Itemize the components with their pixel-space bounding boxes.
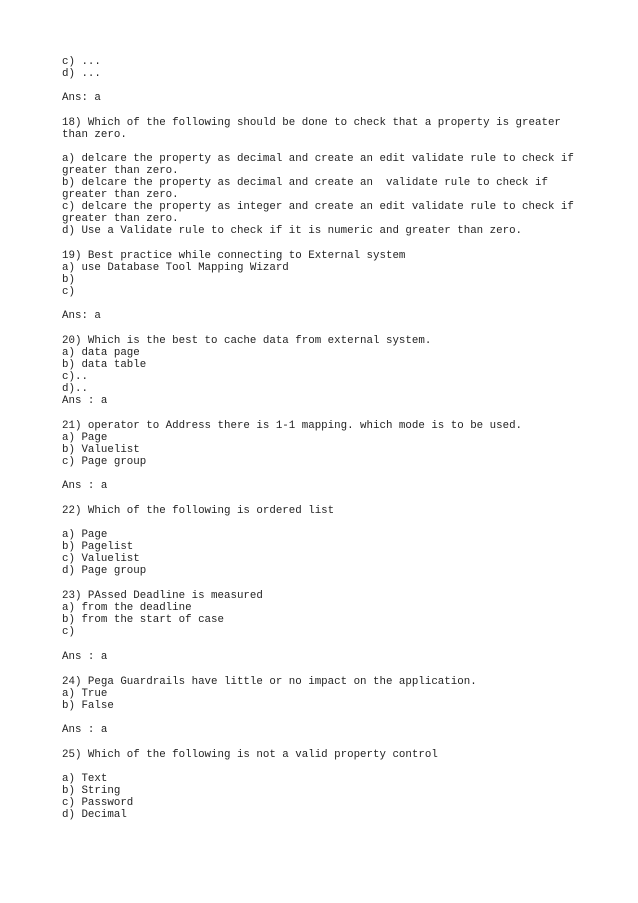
text-line: c) ... bbox=[62, 56, 101, 68]
text-line: than zero. bbox=[62, 129, 127, 141]
text-line: a) Page bbox=[62, 529, 108, 541]
text-line: 23) PAssed Deadline is measured bbox=[62, 590, 263, 602]
text-line: d) ... bbox=[62, 68, 101, 80]
text-line: 20) Which is the best to cache data from external system. bbox=[62, 335, 432, 347]
text-line: b) Valuelist bbox=[62, 444, 140, 456]
text-line: 24) Pega Guardrails have little or no impact on the application. bbox=[62, 676, 477, 688]
text-line: d) Decimal bbox=[62, 809, 127, 821]
text-line: d) Use a Validate rule to check if it is numeric and greater than zero. bbox=[62, 225, 523, 237]
text-line: c) bbox=[62, 286, 75, 298]
text-line: a) use Database Tool Mapping Wizard bbox=[62, 262, 289, 274]
text-line: greater than zero. bbox=[62, 213, 179, 225]
text-line: Ans : a bbox=[62, 480, 108, 492]
text-line: b) String bbox=[62, 785, 121, 797]
text-line: b) Pagelist bbox=[62, 541, 134, 553]
text-line: d) Page group bbox=[62, 565, 147, 577]
text-line: a) data page bbox=[62, 347, 140, 359]
text-line: Ans : a bbox=[62, 395, 108, 407]
text-line: 18) Which of the following should be done to check that a property is greater bbox=[62, 117, 561, 129]
text-line: Ans: a bbox=[62, 310, 101, 322]
text-line: a) Page bbox=[62, 432, 108, 444]
text-line: b) delcare the property as decimal and create an validate rule to check if bbox=[62, 177, 548, 189]
text-line: d).. bbox=[62, 383, 88, 395]
text-line: c) Page group bbox=[62, 456, 147, 468]
text-line: a) True bbox=[62, 688, 108, 700]
text-line: greater than zero. bbox=[62, 165, 179, 177]
text-line: c) delcare the property as integer and create an edit validate rule to check if bbox=[62, 201, 574, 213]
text-line: c).. bbox=[62, 371, 88, 383]
text-line: 21) operator to Address there is 1-1 mapping. which mode is to be used. bbox=[62, 420, 523, 432]
text-line: b) data table bbox=[62, 359, 147, 371]
text-line: a) from the deadline bbox=[62, 602, 192, 614]
text-line: greater than zero. bbox=[62, 189, 179, 201]
text-line: 22) Which of the following is ordered list bbox=[62, 505, 335, 517]
text-line: a) delcare the property as decimal and create an edit validate rule to check if bbox=[62, 153, 574, 165]
text-line: c) bbox=[62, 626, 75, 638]
text-line: b) False bbox=[62, 700, 114, 712]
text-line: Ans: a bbox=[62, 92, 101, 104]
text-line: Ans : a bbox=[62, 651, 108, 663]
text-line: 19) Best practice while connecting to External system bbox=[62, 250, 406, 262]
text-line: c) Password bbox=[62, 797, 134, 809]
text-line: Ans : a bbox=[62, 724, 108, 736]
text-line: b) from the start of case bbox=[62, 614, 224, 626]
text-line: b) bbox=[62, 274, 75, 286]
text-line: 25) Which of the following is not a valid property control bbox=[62, 749, 438, 761]
text-line: c) Valuelist bbox=[62, 553, 140, 565]
text-line: a) Text bbox=[62, 773, 108, 785]
